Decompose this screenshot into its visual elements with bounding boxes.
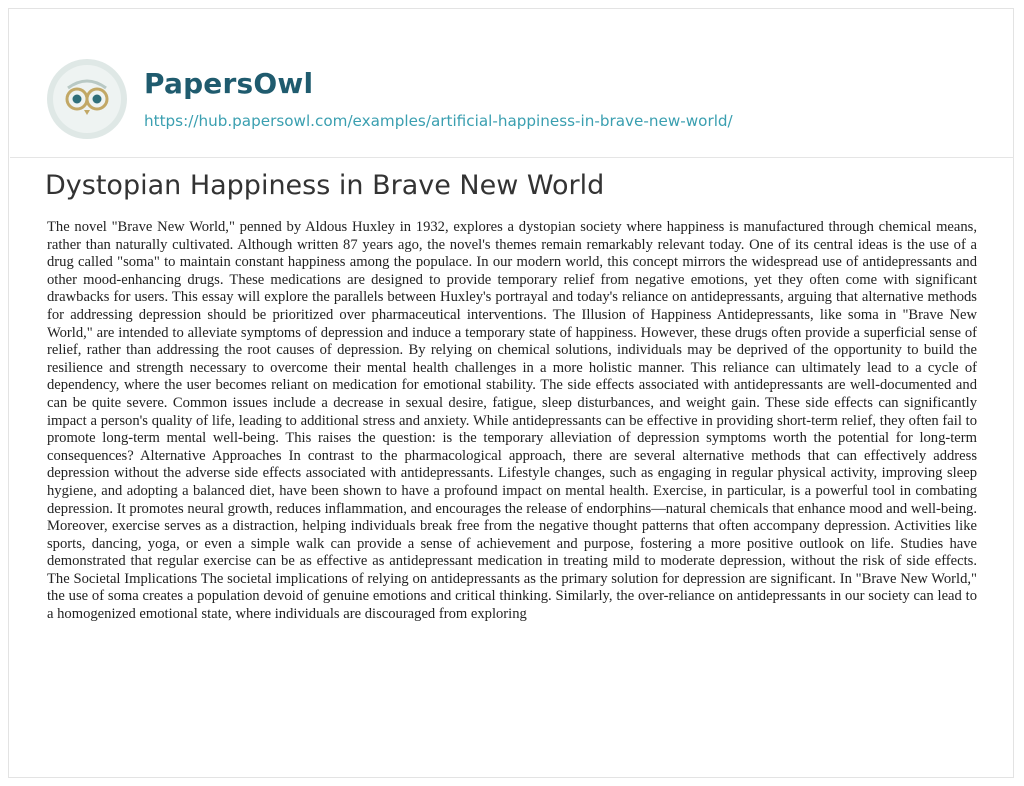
header-divider [10,157,1014,158]
owl-logo-icon [46,58,128,140]
page-title: Dystopian Happiness in Brave New World [45,170,605,201]
brand-name[interactable]: PapersOwl [144,66,314,100]
source-url-link[interactable]: https://hub.papersowl.com/examples/artificial-happiness-in-brave-new-world/ [144,111,733,130]
essay-body: The novel "Brave New World," penned by Aldous Huxley in 1932, explores a dystopian society where happiness is manufactured through chemical means, rather than naturally cultivated. Although written 87 years ago, the novel's themes remain remarkably relevant today. One of its central ideas is the use of a drug called "soma" to maintain constant happiness among the populace. In our modern world, this concept mirrors the widespread use of antidepressants and other mood-enhancing drugs. These medications are designed to provide temporary relief from negative emotions, yet they often come with significant drawbacks for users. This essay will explore the parallels between Huxley's portrayal and today's reliance on antidepressants, arguing that alternative methods for addressing depression should be prioritized over pharmaceutical interventions. The Illusion of Happiness Antidepressants, like soma in "Brave New World," are intended to alleviate symptoms of depression and induce a temporary state of happiness. However, these drugs often provide a superficial sense of relief, rather than addressing the root causes of depression. By relying on chemical solutions, individuals may be deprived of the opportunity to build the resilience and strength necessary to overcome their mental health challenges in a more holistic manner. This reliance can ultimately lead to a cycle of dependency, where the user becomes reliant on medication for emotional stability. The side effects associated with antidepressants are well-documented and can be quite severe. Common issues include a decrease in sexual desire, fatigue, sleep disturbances, and weight gain. These side effects can significantly impact a person's quality of life, leading to additional stress and anxiety. While antidepressants can be effective in providing short-term relief, they often fail to promote long-term mental well-being. This raises the question: is the temporary alleviation of depression symptoms worth the potential for long-term consequences? Alternative Approaches In contrast to the pharmacological approach, there are several alternative methods that can effectively address depression without the adverse side effects associated with antidepressants. Lifestyle changes, such as engaging in regular physical activity, improving sleep hygiene, and adopting a balanced diet, have been shown to have a profound impact on mental health. Exercise, in particular, is a powerful tool in combating depression. It promotes neural growth, reduces inflammation, and encourages the release of endorphins—natural chemicals that enhance mood and well-being. Moreover, exercise serves as a distraction, helping individuals break free from the negative thought patterns that often accompany depression. Activities like sports, dancing, yoga, or even a simple walk can provide a sense of achievement and purpose, fostering a more positive outlook on life. Studies have demonstrated that regular exercise can be as effective as antidepressant medication in treating mild to moderate depression, without the risk of side effects. The Societal Implications The societal implications of relying on antidepressants as the primary solution for depression are significant. In "Brave New World," the use of soma creates a population devoid of genuine emotions and critical thinking. Similarly, the over-reliance on antidepressants in our society can lead to a homogenized emotional state, where individuals are discouraged from exploring [47,219,977,623]
site-header [46,64,733,134]
